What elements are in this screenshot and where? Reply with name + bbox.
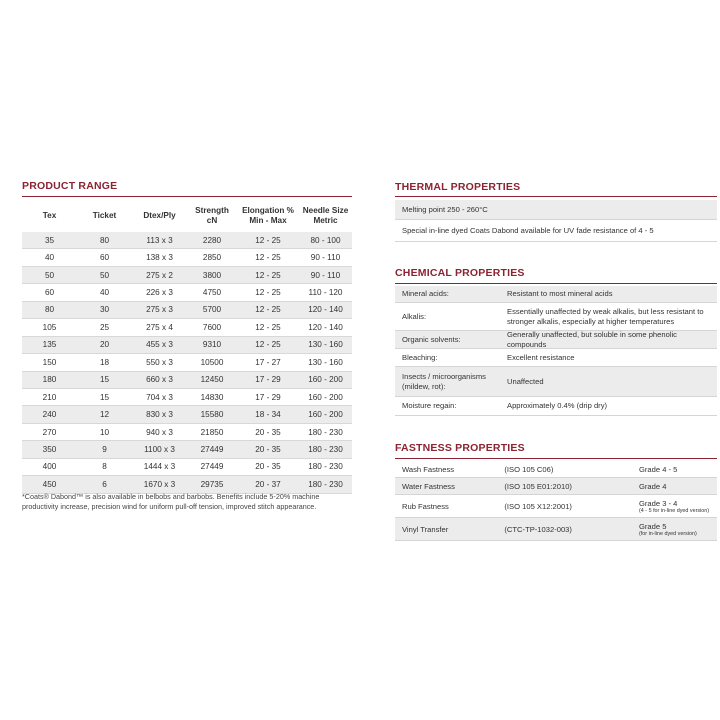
fastness-row-grade: Grade 5 — [638, 521, 667, 531]
cell-elongation: 12 - 25 — [237, 301, 299, 318]
fastness-row-grade: Grade 3 - 4 — [638, 498, 678, 508]
cell-elongation: 12 - 25 — [237, 266, 299, 283]
cell-ticket: 30 — [77, 301, 132, 318]
cell-dtex-ply: 275 x 4 — [132, 319, 187, 336]
cell-tex: 105 — [22, 319, 77, 336]
cell-tex: 210 — [22, 388, 77, 405]
chemical-properties-rule — [395, 283, 717, 284]
chemical-row — [395, 349, 717, 367]
cell-ticket: 15 — [77, 371, 132, 388]
cell-strength: 12450 — [187, 371, 237, 388]
cell-tex: 350 — [22, 441, 77, 458]
cell-ticket: 25 — [77, 319, 132, 336]
cell-strength: 2280 — [187, 232, 237, 249]
fastness-row-grade-cell — [639, 499, 717, 514]
cell-ticket: 8 — [77, 458, 132, 475]
fastness-properties-rule — [395, 458, 717, 459]
cell-dtex-ply: 940 x 3 — [132, 423, 187, 440]
cell-needle-size: 160 - 200 — [299, 406, 352, 423]
cell-tex: 150 — [22, 354, 77, 371]
chemical-row — [395, 286, 717, 303]
cell-ticket: 18 — [77, 354, 132, 371]
fastness-row-grade: Grade 4 - 5 — [638, 464, 678, 474]
fastness-row-label: Rub Fastness — [402, 501, 449, 511]
chemical-row-label: Alkalis: — [402, 311, 427, 321]
table-row — [22, 319, 352, 336]
table-row — [22, 354, 352, 371]
cell-elongation: 20 - 35 — [237, 458, 299, 475]
table-row — [22, 406, 352, 423]
cell-tex: 270 — [22, 423, 77, 440]
cell-tex: 180 — [22, 371, 77, 388]
chemical-row-label: Bleaching: — [402, 352, 438, 362]
fastness-row-grade: Grade 4 — [638, 481, 667, 491]
product-range-footnote: *Coats® Dabond™ is also available in belbobs and barbobs. Benefits include 5-20% machine productivity increase, precision wind for uniform pull-off tension, improved stitch appearance. — [22, 492, 320, 511]
chemical-row — [395, 331, 717, 349]
chemical-row-value: Unaffected — [507, 376, 544, 386]
chemical-row — [395, 303, 717, 331]
cell-elongation: 18 - 34 — [237, 406, 299, 423]
table-row — [22, 232, 352, 249]
cell-ticket: 10 — [77, 423, 132, 440]
cell-dtex-ply: 660 x 3 — [132, 371, 187, 388]
chemical-row-value: Excellent resistance — [507, 352, 575, 362]
cell-strength: 3800 — [187, 266, 237, 283]
cell-tex: 135 — [22, 336, 77, 353]
cell-elongation: 17 - 29 — [237, 371, 299, 388]
thermal-properties-rule — [395, 196, 717, 197]
fastness-row-grade-cell — [639, 522, 717, 537]
column-header-needle-size-text: Needle Size Metric — [302, 206, 349, 225]
fastness-row-standard: (ISO 105 E01:2010) — [504, 481, 572, 491]
table-row — [22, 441, 352, 458]
cell-elongation: 12 - 25 — [237, 249, 299, 266]
cell-ticket: 50 — [77, 266, 132, 283]
cell-elongation: 12 - 25 — [237, 232, 299, 249]
cell-strength: 5700 — [187, 301, 237, 318]
cell-dtex-ply: 1100 x 3 — [132, 441, 187, 458]
table-row — [22, 371, 352, 388]
product-range-body — [22, 232, 352, 493]
cell-ticket: 15 — [77, 388, 132, 405]
cell-tex: 40 — [22, 249, 77, 266]
thermal-row-text: Special in-line dyed Coats Dabond available for UV fade resistance of 4 - 5 — [402, 226, 654, 235]
table-row — [22, 336, 352, 353]
column-header-strength-text: Strength cN — [195, 206, 229, 225]
cell-needle-size: 180 - 230 — [299, 441, 352, 458]
cell-needle-size: 160 - 200 — [299, 388, 352, 405]
cell-elongation: 20 - 35 — [237, 423, 299, 440]
cell-tex: 240 — [22, 406, 77, 423]
cell-ticket: 6 — [77, 476, 132, 493]
cell-ticket: 80 — [77, 232, 132, 249]
fastness-row — [395, 478, 717, 495]
column-header-strength — [187, 200, 237, 232]
cell-dtex-ply: 226 x 3 — [132, 284, 187, 301]
cell-dtex-ply: 704 x 3 — [132, 388, 187, 405]
fastness-row-label: Vinyl Transfer — [402, 524, 449, 534]
cell-dtex-ply: 275 x 3 — [132, 301, 187, 318]
chemical-properties-panel — [395, 286, 717, 416]
column-header-dtex-ply: Dtex/Ply — [143, 211, 176, 220]
cell-strength: 21850 — [187, 423, 237, 440]
table-row — [22, 423, 352, 440]
fastness-row-standard: (ISO 105 X12:2001) — [504, 501, 572, 511]
cell-dtex-ply: 830 x 3 — [132, 406, 187, 423]
cell-elongation: 20 - 35 — [237, 441, 299, 458]
chemical-row-value: Essentially unaffected by weak alkalis, but less resistant to stronger alkalis, especially at higher temperatures — [507, 307, 704, 326]
fastness-properties-panel — [395, 461, 717, 541]
cell-dtex-ply: 138 x 3 — [132, 249, 187, 266]
fastness-row-note: (for in-line dyed version) — [638, 530, 697, 537]
cell-needle-size: 180 - 230 — [299, 476, 352, 493]
cell-needle-size: 90 - 110 — [299, 249, 352, 266]
cell-needle-size: 180 - 230 — [299, 423, 352, 440]
cell-strength: 29735 — [187, 476, 237, 493]
thermal-row — [395, 200, 717, 220]
column-header-ticket: Ticket — [92, 211, 117, 220]
fastness-row-standard: (ISO 105 C06) — [504, 464, 554, 474]
cell-strength: 9310 — [187, 336, 237, 353]
cell-elongation: 20 - 37 — [237, 476, 299, 493]
thermal-properties-panel — [395, 200, 717, 242]
chemical-row-label: Moisture regain: — [402, 401, 457, 411]
cell-needle-size: 110 - 120 — [299, 284, 352, 301]
fastness-row-grade-cell — [639, 465, 717, 474]
table-row — [22, 476, 352, 493]
chemical-row-value: Generally unaffected, but soluble in some phenolic compounds — [507, 330, 677, 349]
table-row — [22, 266, 352, 283]
cell-tex: 80 — [22, 301, 77, 318]
cell-needle-size: 130 - 160 — [299, 336, 352, 353]
cell-strength: 15580 — [187, 406, 237, 423]
table-header-row — [22, 200, 352, 232]
column-header-elongation — [237, 200, 299, 232]
table-row — [22, 284, 352, 301]
chemical-row — [395, 397, 717, 416]
cell-tex: 400 — [22, 458, 77, 475]
table-row — [22, 301, 352, 318]
cell-dtex-ply: 1444 x 3 — [132, 458, 187, 475]
table-row — [22, 249, 352, 266]
product-range-title: PRODUCT RANGE — [22, 180, 118, 192]
cell-strength: 4750 — [187, 284, 237, 301]
column-header-elongation-text: Elongation % Min - Max — [242, 206, 294, 225]
fastness-row-note: (4 - 5 for in-line dyed version) — [638, 507, 710, 514]
product-range-rule — [22, 196, 352, 197]
cell-dtex-ply: 455 x 3 — [132, 336, 187, 353]
cell-ticket: 12 — [77, 406, 132, 423]
cell-elongation: 17 - 27 — [237, 354, 299, 371]
cell-needle-size: 120 - 140 — [299, 301, 352, 318]
fastness-row — [395, 518, 717, 541]
chemical-row-label: Organic solvents: — [402, 334, 461, 344]
cell-needle-size: 180 - 230 — [299, 458, 352, 475]
cell-dtex-ply: 1670 x 3 — [132, 476, 187, 493]
fastness-row-grade-cell — [639, 482, 717, 491]
cell-needle-size: 90 - 110 — [299, 266, 352, 283]
chemical-row-label: Insects / microorganisms (mildew, rot): — [402, 372, 486, 391]
cell-elongation: 12 - 25 — [237, 319, 299, 336]
cell-needle-size: 120 - 140 — [299, 319, 352, 336]
cell-strength: 27449 — [187, 458, 237, 475]
thermal-row-text: Melting point 250 - 260°C — [402, 205, 488, 214]
fastness-properties-title: FASTNESS PROPERTIES — [395, 442, 525, 454]
cell-strength: 2850 — [187, 249, 237, 266]
thermal-properties-title: THERMAL PROPERTIES — [395, 181, 521, 193]
cell-dtex-ply: 113 x 3 — [132, 232, 187, 249]
cell-strength: 27449 — [187, 441, 237, 458]
cell-needle-size: 80 - 100 — [299, 232, 352, 249]
column-header-tex: Tex — [42, 211, 57, 220]
cell-dtex-ply: 550 x 3 — [132, 354, 187, 371]
chemical-properties-title: CHEMICAL PROPERTIES — [395, 267, 525, 279]
cell-ticket: 20 — [77, 336, 132, 353]
thermal-row — [395, 220, 717, 242]
fastness-row-label: Wash Fastness — [402, 464, 455, 474]
fastness-row-standard: (CTC-TP-1032-003) — [504, 524, 572, 534]
chemical-row-value: Resistant to most mineral acids — [507, 289, 613, 299]
cell-needle-size: 160 - 200 — [299, 371, 352, 388]
chemical-row-label: Mineral acids: — [402, 289, 449, 299]
cell-strength: 7600 — [187, 319, 237, 336]
cell-strength: 10500 — [187, 354, 237, 371]
fastness-row-label: Water Fastness — [402, 481, 455, 491]
fastness-row — [395, 461, 717, 478]
table-row — [22, 388, 352, 405]
product-range-table — [22, 200, 352, 494]
cell-elongation: 12 - 25 — [237, 284, 299, 301]
cell-ticket: 40 — [77, 284, 132, 301]
chemical-row — [395, 367, 717, 397]
cell-tex: 450 — [22, 476, 77, 493]
table-row — [22, 458, 352, 475]
cell-elongation: 17 - 29 — [237, 388, 299, 405]
cell-needle-size: 130 - 160 — [299, 354, 352, 371]
column-header-needle-size — [299, 200, 352, 232]
cell-tex: 35 — [22, 232, 77, 249]
fastness-row — [395, 495, 717, 518]
cell-ticket: 9 — [77, 441, 132, 458]
cell-ticket: 60 — [77, 249, 132, 266]
cell-dtex-ply: 275 x 2 — [132, 266, 187, 283]
cell-tex: 60 — [22, 284, 77, 301]
chemical-row-value: Approximately 0.4% (drip dry) — [507, 401, 608, 411]
cell-strength: 14830 — [187, 388, 237, 405]
cell-elongation: 12 - 25 — [237, 336, 299, 353]
cell-tex: 50 — [22, 266, 77, 283]
